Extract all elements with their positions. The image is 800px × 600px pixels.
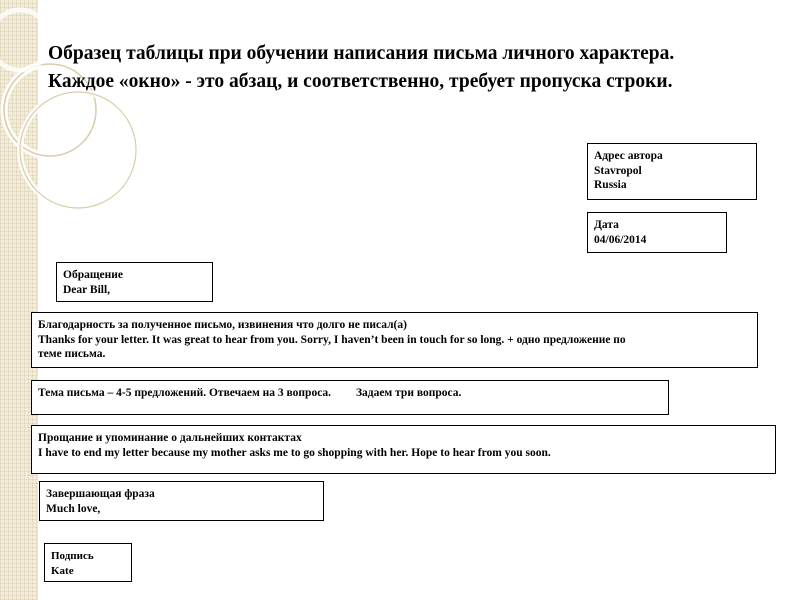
- closing-heading: Завершающая фраза: [46, 488, 155, 500]
- signature-box: [44, 543, 132, 582]
- farewell-heading: Прощание и упоминание о дальнейших контактах: [38, 432, 302, 444]
- address-heading: Адрес автора: [594, 150, 663, 162]
- signature-value: Kate: [51, 564, 74, 577]
- closing-value: Much love,: [46, 502, 101, 515]
- decorative-rings-graphic: [0, 0, 140, 260]
- title-line-1: Образец таблицы при обучении написания письма личного характера.: [48, 43, 675, 64]
- topic-text: [38, 386, 662, 401]
- closing-phrase-box: [39, 481, 324, 521]
- address-city: Stavropol: [594, 164, 642, 177]
- topic-text-part-1: Тема письма – 4-5 предложений. Отвечаем на 3 вопроса.: [38, 387, 332, 399]
- date-heading: Дата: [594, 219, 619, 231]
- date-value: 04/06/2014: [594, 233, 647, 246]
- topic-paragraph-box: [31, 380, 669, 415]
- author-address-box: [587, 143, 757, 200]
- thanks-heading: Благодарность за полученное письмо, извинения что долго не писал(а): [38, 319, 407, 331]
- greeting-heading: Обращение: [63, 269, 124, 281]
- signature-heading: Подпись: [51, 550, 94, 562]
- greeting-value: Dear Bill,: [63, 283, 111, 296]
- address-country: Russia: [594, 179, 627, 191]
- page-title: [48, 40, 788, 96]
- greeting-box: [56, 262, 213, 302]
- farewell-text: I have to end my letter because my mother asks me to go shopping with her. Hope to hear from you soon.: [38, 446, 551, 459]
- title-line-2: Каждое «окно» - это абзац, и соответственно, требует пропуска строки.: [48, 71, 673, 92]
- thanks-text-line-2: теме письма.: [38, 348, 106, 360]
- date-box: [587, 212, 727, 253]
- topic-text-part-2: Задаем три вопроса.: [355, 387, 462, 399]
- thanks-paragraph-box: [31, 312, 758, 368]
- farewell-paragraph-box: [31, 425, 776, 474]
- thanks-text-line-1: Thanks for your letter. It was great to hear from you. Sorry, I haven’t been in touch for so long. + одно предложение по: [38, 333, 626, 346]
